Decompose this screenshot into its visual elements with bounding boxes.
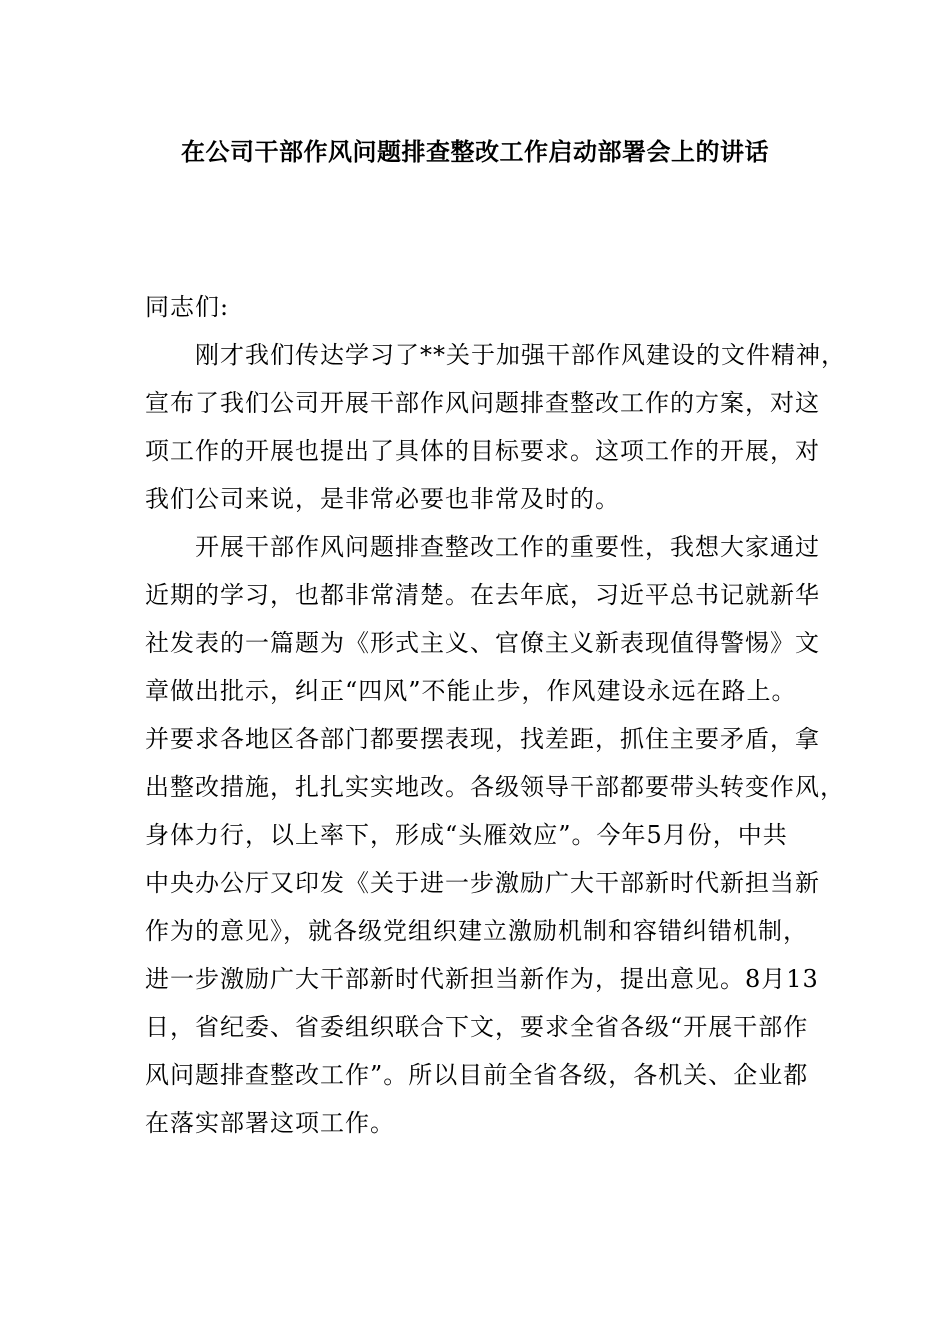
paragraph-line: 社发表的一篇题为《形式主义、官僚主义新表现值得警惕》文 bbox=[145, 629, 820, 657]
paragraph-line: 我们公司来说，是非常必要也非常及时的。 bbox=[145, 485, 620, 513]
paragraph-line: 开展干部作风问题排查整改工作的重要性，我想大家通过 bbox=[195, 533, 820, 561]
salutation: 同志们: bbox=[145, 293, 230, 321]
document-body bbox=[145, 283, 846, 1147]
paragraph-line: 章做出批示，纠正“四风”不能止步，作风建设永远在路上。 bbox=[145, 677, 797, 705]
document-title: 在公司干部作风问题排查整改工作启动部署会上的讲话 bbox=[181, 138, 769, 166]
paragraph-line: 风问题排查整改工作”。所以目前全省各级，各机关、企业都 bbox=[145, 1061, 809, 1089]
paragraph-line: 进一步激励广大干部新时代新担当新作为，提出意见。8月13 bbox=[145, 965, 819, 993]
paragraph-line: 日，省纪委、省委组织联合下文，要求全省各级“开展干部作 bbox=[145, 1013, 809, 1041]
paragraph-1 bbox=[145, 331, 846, 523]
paragraph-line: 宣布了我们公司开展干部作风问题排查整改工作的方案，对这 bbox=[145, 389, 820, 417]
paragraph-line: 出整改措施，扎扎实实地改。各级领导干部都要带头转变作风， bbox=[145, 773, 845, 801]
paragraph-line: 作为的意见》，就各级党组织建立激励机制和容错纠错机制， bbox=[145, 917, 808, 945]
paragraph-line: 刚才我们传达学习了**关于加强干部作风建设的文件精神， bbox=[195, 341, 846, 369]
paragraph-2 bbox=[145, 523, 845, 1147]
paragraph-line: 近期的学习，也都非常清楚。在去年底，习近平总书记就新华 bbox=[145, 581, 820, 609]
paragraph-line: 中央办公厅又印发《关于进一步激励广大干部新时代新担当新 bbox=[145, 869, 820, 897]
paragraph-line: 并要求各地区各部门都要摆表现，找差距，抓住主要矛盾，拿 bbox=[145, 725, 820, 753]
paragraph-line: 在落实部署这项工作。 bbox=[145, 1109, 395, 1137]
paragraph-line: 身体力行，以上率下，形成“头雁效应”。今年5月份，中共 bbox=[145, 821, 788, 849]
paragraph-line: 项工作的开展也提出了具体的目标要求。这项工作的开展，对 bbox=[145, 437, 820, 465]
